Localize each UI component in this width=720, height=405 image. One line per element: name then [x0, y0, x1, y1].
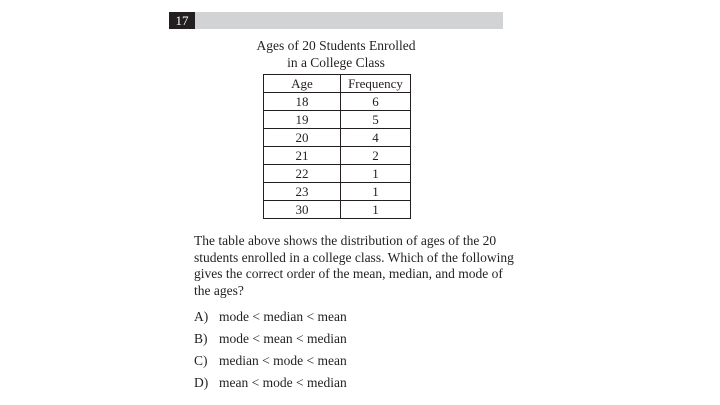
question-header-bar: [169, 12, 503, 29]
table-row: [264, 93, 411, 111]
table-row: [264, 111, 411, 129]
table-header-row: [264, 75, 411, 93]
table-row: [264, 183, 411, 201]
header-age: Age: [264, 75, 341, 93]
age-cell: 20: [264, 129, 341, 147]
question-stem: The table above shows the distribution of ages of the 20 students enrolled in a college class. Which of the following gives the correct order of the mean, median, and mode of the ages?: [194, 233, 514, 298]
choice-text: median < mode < mean: [219, 353, 347, 368]
table-row: [264, 165, 411, 183]
choice-letter: B): [194, 331, 208, 346]
frequency-cell: 2: [341, 147, 411, 165]
answer-choice-c[interactable]: [194, 352, 494, 374]
table-row: [264, 147, 411, 165]
age-cell: 19: [264, 111, 341, 129]
choice-letter: A): [194, 309, 209, 324]
age-cell: 21: [264, 147, 341, 165]
table-title-line-1: Ages of 20 Students Enrolled: [256, 38, 416, 53]
frequency-cell: 4: [341, 129, 411, 147]
frequency-cell: 6: [341, 93, 411, 111]
table-title-line-2: in a College Class: [287, 55, 385, 70]
choice-letter: C): [194, 353, 208, 368]
table-row: [264, 129, 411, 147]
age-cell: 30: [264, 201, 341, 219]
frequency-cell: 1: [341, 201, 411, 219]
choice-text: mode < mean < median: [219, 331, 347, 346]
choice-text: mode < median < mean: [219, 309, 347, 324]
age-cell: 18: [264, 93, 341, 111]
choice-letter: D): [194, 375, 209, 390]
answer-choice-a[interactable]: [194, 308, 494, 330]
answer-choices: [194, 308, 494, 396]
age-cell: 23: [264, 183, 341, 201]
answer-choice-b[interactable]: [194, 330, 494, 352]
header-frequency: Frequency: [341, 75, 411, 93]
frequency-cell: 1: [341, 165, 411, 183]
question-number: 17: [169, 12, 195, 29]
answer-choice-d[interactable]: [194, 374, 494, 396]
choice-text: mean < mode < median: [219, 375, 347, 390]
frequency-table: [263, 74, 411, 219]
frequency-cell: 5: [341, 111, 411, 129]
frequency-cell: 1: [341, 183, 411, 201]
age-cell: 22: [264, 165, 341, 183]
table-row: [264, 201, 411, 219]
table-title: [236, 37, 436, 71]
